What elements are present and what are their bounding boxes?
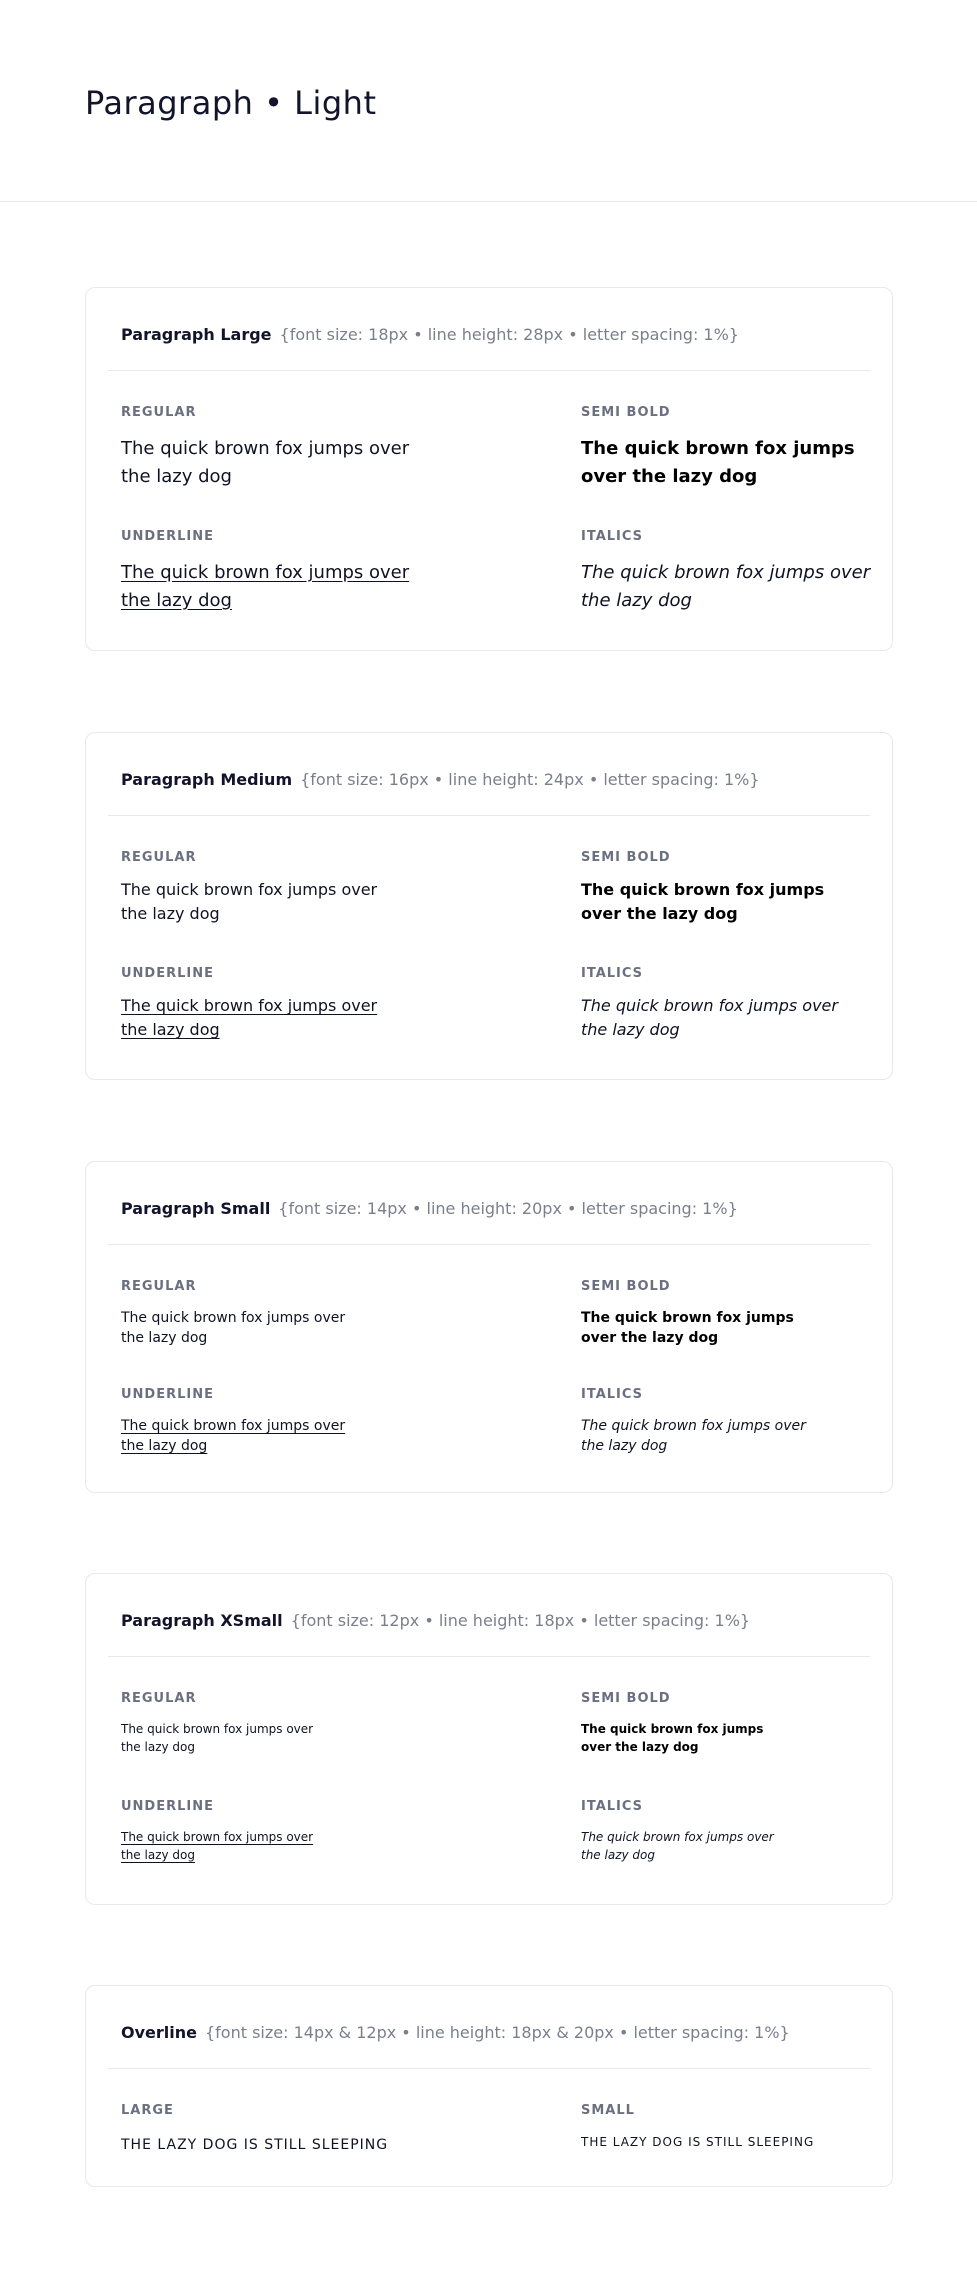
sample-italics: The quick brown fox jumps over the lazy dog [581,1830,774,1862]
label-italics: ITALICS [581,1799,644,1814]
card-title: Paragraph Large [121,325,272,344]
label-regular: REGULAR [121,405,197,420]
paragraph-small-card [85,1161,893,1493]
label-italics: ITALICS [581,1387,644,1402]
card-header [121,2023,790,2042]
sample-overline-small: THE LAZY DOG IS STILL SLEEPING [581,2135,815,2149]
sample-underline: The quick brown fox jumps over the lazy dog [121,1418,346,1454]
label-underline: UNDERLINE [121,966,214,981]
label-underline: UNDERLINE [121,529,214,544]
card-spec: {font size: 14px • line height: 20px • letter spacing: 1%} [278,1199,738,1218]
label-regular: REGULAR [121,850,197,865]
overline-card [85,1985,893,2187]
label-semibold: SEMI BOLD [581,1279,671,1294]
card-title: Paragraph XSmall [121,1611,283,1630]
card-title: Paragraph Medium [121,770,293,789]
sample-regular: The quick brown fox jumps over the lazy dog [121,1310,346,1346]
label-underline: UNDERLINE [121,1799,214,1814]
card-spec: {font size: 18px • line height: 28px • letter spacing: 1%} [279,325,739,344]
sample-regular: The quick brown fox jumps over the lazy dog [121,1722,314,1754]
card-spec: {font size: 14px & 12px • line height: 18px & 20px • letter spacing: 1%} [204,2023,790,2042]
card-header [121,770,760,789]
divider [108,1244,870,1245]
page-header [0,0,977,202]
card-header [121,1199,738,1218]
divider [108,2068,870,2069]
label-semibold: SEMI BOLD [581,405,671,420]
paragraph-xsmall-card [85,1573,893,1905]
sample-regular: The quick brown fox jumps over the lazy dog [121,880,378,923]
label-semibold: SEMI BOLD [581,850,671,865]
label-italics: ITALICS [581,529,644,544]
sample-underline: The quick brown fox jumps over the lazy dog [121,1830,314,1862]
label-italics: ITALICS [581,966,644,981]
card-header [121,325,739,344]
card-spec: {font size: 16px • line height: 24px • letter spacing: 1%} [300,770,760,789]
card-title: Overline [121,2023,197,2042]
divider [108,815,870,816]
label-large: LARGE [121,2103,174,2118]
card-title: Paragraph Small [121,1199,271,1218]
page-title: Paragraph • Light [85,84,377,122]
label-small: SMALL [581,2103,635,2118]
sample-semibold: The quick brown fox jumps over the lazy dog [581,438,855,487]
label-underline: UNDERLINE [121,1387,214,1402]
sample-semibold: The quick brown fox jumps over the lazy dog [581,880,825,923]
divider [108,370,870,371]
sample-regular: The quick brown fox jumps over the lazy dog [121,438,410,487]
card-spec: {font size: 12px • line height: 18px • letter spacing: 1%} [290,1611,751,1630]
sample-italics: The quick brown fox jumps over the lazy dog [581,996,838,1039]
card-header [121,1611,750,1630]
paragraph-large-card [85,287,893,651]
label-regular: REGULAR [121,1691,197,1706]
sample-semibold: The quick brown fox jumps over the lazy dog [581,1310,794,1346]
paragraph-medium-card [85,732,893,1080]
divider [108,1656,870,1657]
sample-underline: The quick brown fox jumps over the lazy dog [121,996,378,1039]
label-regular: REGULAR [121,1279,197,1294]
sample-italics: The quick brown fox jumps over the lazy dog [581,562,871,611]
sample-semibold: The quick brown fox jumps over the lazy dog [581,1722,764,1754]
label-semibold: SEMI BOLD [581,1691,671,1706]
sample-underline: The quick brown fox jumps over the lazy dog [121,562,410,611]
sample-overline-large: THE LAZY DOG IS STILL SLEEPING [121,2137,389,2153]
sample-italics: The quick brown fox jumps over the lazy dog [581,1418,806,1454]
